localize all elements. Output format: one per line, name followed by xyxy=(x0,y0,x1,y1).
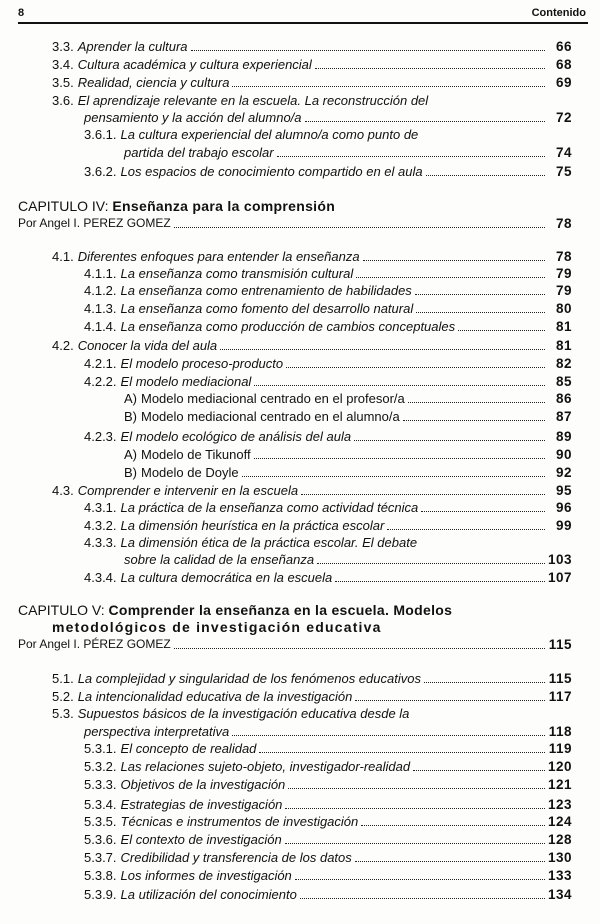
toc-entry: 5.1. La complejidad y singularidad de los fenómenos educativos 115 xyxy=(52,671,572,686)
toc-entry: B) Modelo mediacional centrado en el alumno/a 87 xyxy=(124,409,572,424)
toc-entry: B) Modelo de Doyle 92 xyxy=(124,465,572,480)
toc-entry-line1: 3.6. El aprendizaje relevante en la escuela. La reconstrucción del xyxy=(52,93,429,108)
toc-entry: 4.2.1. El modelo proceso-producto 82 xyxy=(84,356,572,371)
toc-entry: 5.3.9. La utilización del conocimiento 134 xyxy=(84,887,572,902)
chapter-4-author: Por Angel I. PEREZ GOMEZ 78 xyxy=(18,216,572,231)
toc-entry: A) Modelo mediacional centrado en el profesor/a 86 xyxy=(124,391,572,406)
toc-entry: A) Modelo de Tikunoff 90 xyxy=(124,447,572,462)
toc-entry-line1: 4.3.3. La dimensión ética de la práctica escolar. El debate xyxy=(84,535,418,550)
toc-entry: 3.6.2. Los espacios de conocimiento compartido en el aula 75 xyxy=(84,164,572,179)
toc-entry: 4.1.4. La enseñanza como producción de cambios conceptuales 81 xyxy=(84,319,572,334)
toc-entry: 4.3.2. La dimensión heurística en la práctica escolar 99 xyxy=(84,518,572,533)
running-header: Contenido xyxy=(531,7,586,19)
toc-entry: 4.1. Diferentes enfoques para entender la enseñanza 78 xyxy=(52,249,572,264)
toc-entry: 4.1.1. La enseñanza como transmisión cultural 79 xyxy=(84,266,572,281)
toc-entry: 4.3.4. La cultura democrática en la escuela 107 xyxy=(84,570,572,585)
toc-entry: pensamiento y la acción del alumno/a 72 xyxy=(84,110,572,125)
page-number: 8 xyxy=(18,7,25,19)
toc-entry: 5.3.4. Estrategias de investigación 123 xyxy=(84,797,572,812)
toc-entry: 4.3. Comprender e intervenir en la escuela 95 xyxy=(52,483,572,498)
toc-entry: 5.3.6. El contexto de investigación 128 xyxy=(84,832,572,847)
toc-entry: 3.3. Aprender la cultura 66 xyxy=(52,39,572,54)
toc-entry: 4.2. Conocer la vida del aula 81 xyxy=(52,338,572,353)
toc-entry: partida del trabajo escolar 74 xyxy=(124,145,572,160)
toc-entry: 5.3.1. El concepto de realidad 119 xyxy=(84,741,572,756)
toc-entry: 4.2.3. El modelo ecológico de análisis del aula 89 xyxy=(84,429,572,444)
toc-entry: 4.1.3. La enseñanza como fomento del desarrollo natural 80 xyxy=(84,301,572,316)
toc-entry-line1: 5.3. Supuestos básicos de la investigación educativa desde la xyxy=(52,706,410,721)
chapter-5-author: Por Angel I. PÉREZ GOMEZ 115 xyxy=(18,637,572,652)
toc-entry: 5.3.8. Los informes de investigación 133 xyxy=(84,868,572,883)
chapter-5-heading-line2: metodológicos de investigación educativa xyxy=(52,619,382,635)
toc-entry: 5.3.2. Las relaciones sujeto-objeto, investigador-realidad 120 xyxy=(84,759,572,774)
toc-entry-line1: 3.6.1. La cultura experiencial del alumno/a como punto de xyxy=(84,127,419,142)
toc-entry: 3.4. Cultura académica y cultura experiencial 68 xyxy=(52,57,572,72)
toc-entry: 4.1.2. La enseñanza como entrenamiento de habilidades 79 xyxy=(84,283,572,298)
toc-entry: sobre la calidad de la enseñanza 103 xyxy=(124,552,572,567)
toc-entry: 5.3.3. Objetivos de la investigación 121 xyxy=(84,777,572,792)
toc-entry: 4.2.2. El modelo mediacional 85 xyxy=(84,374,572,389)
toc-entry: 5.2. La intencionalidad educativa de la investigación 117 xyxy=(52,689,572,704)
chapter-5-heading: CAPITULO V: Comprender la enseñanza en la escuela. Modelos xyxy=(18,602,453,618)
toc-entry: 5.3.7. Credibilidad y transferencia de los datos 130 xyxy=(84,850,572,865)
toc-entry: perspectiva interpretativa 118 xyxy=(84,724,572,739)
toc-entry: 5.3.5. Técnicas e instrumentos de investigación 124 xyxy=(84,814,572,829)
header-rule xyxy=(18,22,588,24)
toc-entry: 4.3.1. La práctica de la enseñanza como actividad técnica 96 xyxy=(84,500,572,515)
toc-entry: 3.5. Realidad, ciencia y cultura 69 xyxy=(52,75,572,90)
chapter-4-heading: CAPITULO IV: Enseñanza para la comprensión xyxy=(18,198,336,214)
